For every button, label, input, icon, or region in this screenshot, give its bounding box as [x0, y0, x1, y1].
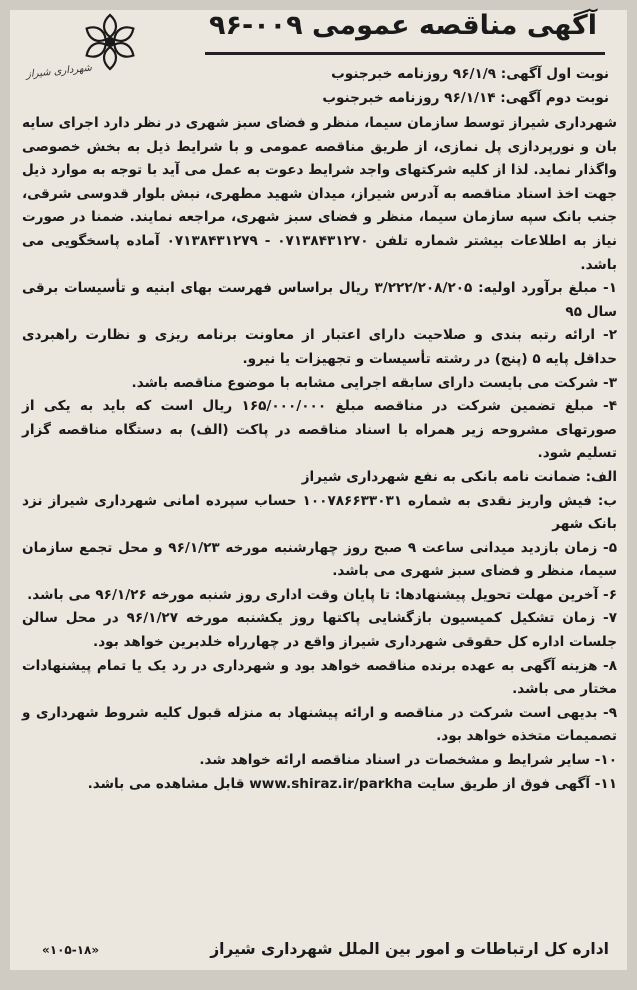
condition-item: ۷- زمان تشکیل کمیسیون بازگشایی پاکتها روز یکشنبه مورخه ۹۶/۱/۲۷ در محل سالن جلسات اداره کل حقوقی شهرداری شیراز واقع در چهارراه خلدبرین خواهد بود. — [22, 610, 618, 651]
first-publication-notice: نوبت اول آگهی: ۹۶/۱/۹ روزنامه خبرجنوب — [331, 66, 609, 82]
condition-item: ۱۰- سایر شرایط و مشخصات در اسناد مناقصه ارائه خواهد شد. — [199, 752, 617, 769]
logo-caption: شهرداری شیراز — [25, 62, 93, 81]
notice-body — [22, 112, 617, 796]
guarantee-option: الف: ضمانت نامه بانکی به نفع شهرداری شیراز — [301, 468, 617, 485]
condition-item: ۴- مبلغ تضمین شرکت در مناقصه مبلغ ۱۶۵/۰۰۰/۰۰۰ ریال است که باید به یکی از صورتهای مشروحه زیر همراه با اسناد مناقصه در پاکت (الف) به دستگاه مناقصه گزار تسلیم شود. — [22, 398, 617, 462]
condition-item: ۸- هزینه آگهی به عهده برنده مناقصه خواهد بود و شهرداری در رد یک یا تمام پیشنهادات مختار می باشد. — [22, 657, 617, 698]
guarantee-option: ب: فیش واریز نقدی به شماره ۱۰۰۷۸۶۶۳۳۰۳۱ حساب سپرده امانی شهرداری شیراز نزد بانک شهر — [22, 492, 617, 533]
issuing-organization: اداره کل ارتباطات و امور بین الملل شهرداری شیراز — [210, 940, 609, 958]
title-underline — [205, 52, 605, 55]
notice-header — [10, 10, 627, 106]
condition-item: ۲- ارائه رتبه بندی و صلاحیت دارای اعتبار از معاونت برنامه ریزی و نظارت راهبردی حداقل پایه ۵ (پنج) در رشته تأسیسات و تجهیزات یا نیرو. — [22, 327, 617, 367]
condition-item: ۹- بدیهی است شرکت در مناقصه و ارائه پیشنهاد به منزله قبول کلیه شروط شهرداری و تصمیمات متخذه خواهد بود. — [22, 704, 617, 745]
intro-paragraph: شهرداری شیراز توسط سازمان سیما، منظر و فضای سبز شهری در نظر دارد اجرای سایه بان و نورپردازی پل نمازی، از طریق مناقصه عمومی و با شرایط ذیل به بخش خصوصی واگذار نماید. لذا از کلیه شرکتهای واجد شرایط دعوت به عمل می آید با توجه به موارد ذیل جهت اخذ اسناد مناقصه به آدرس شیراز، میدان شهید مطهری، نبش بلوار قدوسی شرقی، جنب بانک سپه سازمان سیما، منظر و فضای سبز شهری، مراجعه نمایند. ضمنا در صورت نیاز به اطلاعات بیشتر شماره تلفن ۰۷۱۳۸۴۳۱۲۷۰ - ۰۷۱۳۸۴۳۱۲۷۹ آماده پاسخگویی می باشد. — [22, 115, 617, 273]
notice-code: «۱۰۵-۱۸» — [42, 943, 100, 957]
condition-item: ۵- زمان بازدید میدانی ساعت ۹ صبح روز چهارشنبه مورخه ۹۶/۱/۲۳ و محل تجمع سازمان سیما، منظر و فضای سبز شهری می باشد. — [22, 539, 617, 580]
second-publication-notice: نوبت دوم آگهی: ۹۶/۱/۱۴ روزنامه خبرجنوب — [322, 90, 609, 106]
condition-item: ۱- مبلغ برآورد اولیه: ۳/۲۲۲/۲۰۸/۲۰۵ ریال براساس فهرست بهای ابنیه و تأسیسات برقی سال ۹۵ — [22, 280, 617, 320]
newspaper-notice — [10, 10, 627, 970]
notice-footer — [22, 940, 609, 966]
condition-item: ۱۱- آگهی فوق از طریق سایت www.shiraz.ir/parkha قابل مشاهده می باشد. — [87, 775, 617, 792]
condition-item: ۶- آخرین مهلت تحویل پیشنهادها: تا پایان وقت اداری روز شنبه مورخه ۹۶/۱/۲۶ می باشد. — [27, 586, 617, 603]
notice-title: آگهی مناقصه عمومی ۰۰۹-۹۶ — [209, 10, 597, 41]
condition-item: ۳- شرکت می بایست دارای سابقه اجرایی مشابه با موضوع مناقصه باشد. — [131, 374, 617, 391]
